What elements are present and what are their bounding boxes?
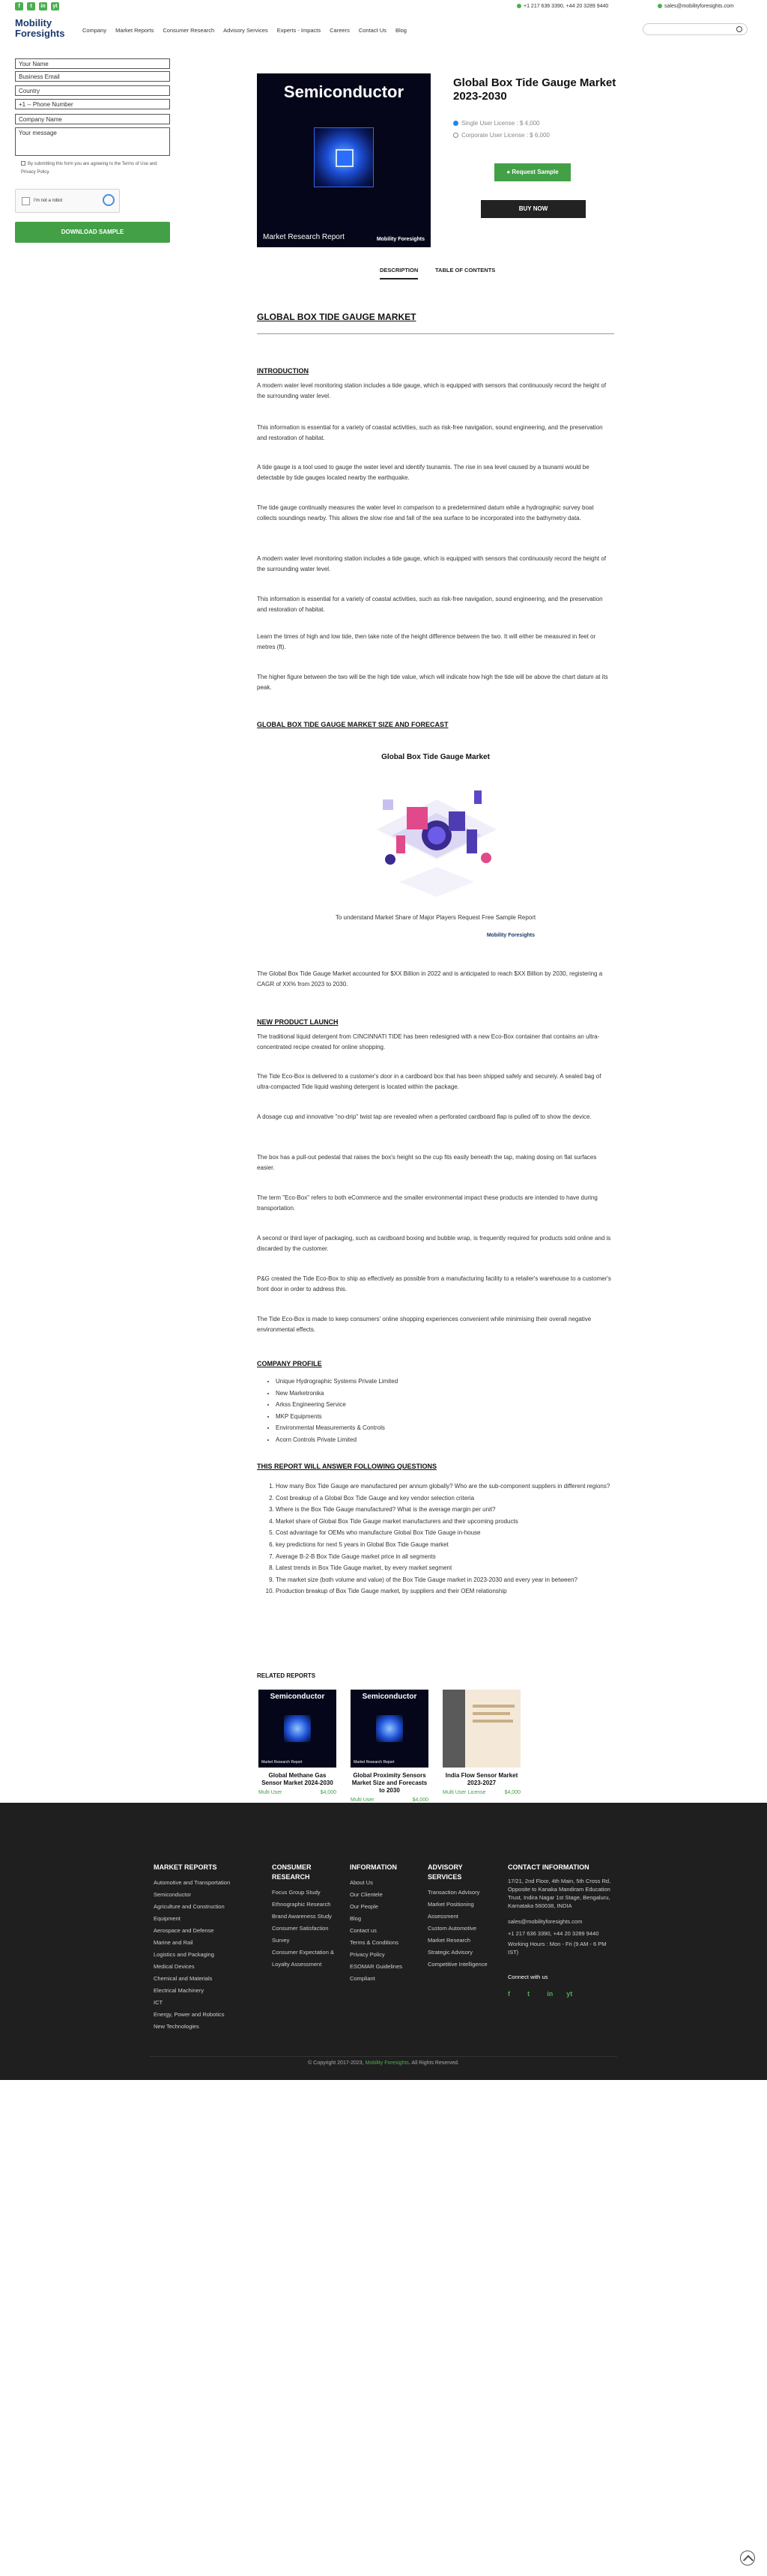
- footer-social: [508, 1988, 613, 2001]
- nav-contact-us[interactable]: Contact Us: [358, 27, 386, 34]
- list-item: • New Marketronika: [276, 1388, 614, 1400]
- footer-link[interactable]: ICT: [154, 1999, 163, 2006]
- list-item: 5. Cost advantage for OEMs who manufacture Global Box Tide Gauge in-house: [276, 1527, 614, 1539]
- nav-experts-impacts[interactable]: Experts - Impacts: [276, 27, 321, 34]
- nav-market-reports[interactable]: Market Reports: [115, 27, 154, 34]
- footer-link[interactable]: Aerospace and Defense: [154, 1927, 214, 1934]
- intro-paragraph: The tide gauge continually measures the water level in comparison to a predetermined datum while a hydrographic survey boat collects soundings nearby. This allows the slow rise and fall of the sea surface to be incorporated into the bathymetry data.: [257, 504, 594, 521]
- market-graphic[interactable]: Global Box Tide Gauge Market To understand Market Share of Major Players Request Free Sample Report Mobility Foresights: [335, 753, 536, 938]
- related-card[interactable]: Semiconductor Market Research Report Global Proximity Sensors Market Size and Forecasts to 2030 Multi User $4,000: [351, 1690, 428, 1803]
- intro-heading: INTRODUCTION: [257, 367, 309, 375]
- recaptcha-icon: [103, 194, 115, 206]
- scroll-to-top-icon[interactable]: [740, 2551, 755, 2566]
- email-field[interactable]: Business Email: [15, 71, 170, 82]
- list-item: 7. Average B-2-B Box Tide Gauge market price in all segments: [276, 1551, 614, 1563]
- radio-icon[interactable]: [453, 121, 458, 126]
- download-sample-button[interactable]: DOWNLOAD SAMPLE: [15, 222, 170, 243]
- footer-link[interactable]: Brand Awareness Study: [272, 1913, 332, 1920]
- related-image[interactable]: Semiconductor Market Research Report: [258, 1690, 336, 1768]
- twitter-icon[interactable]: t: [27, 2, 35, 10]
- topbar-phone[interactable]: +1 217 636 3390, +44 20 3289 9440: [517, 4, 608, 9]
- nav-advisory-services[interactable]: Advisory Services: [223, 27, 268, 34]
- questions-heading: THIS REPORT WILL ANSWER FOLLOWING QUESTIONS: [257, 1463, 437, 1470]
- footer-link[interactable]: Transaction Advisory: [428, 1889, 480, 1896]
- list-item: 6. key predictions for next 5 years in Global Box Tide Gauge market: [276, 1539, 614, 1551]
- phone-icon: [517, 4, 521, 8]
- footer-link[interactable]: Medical Devices: [154, 1963, 195, 1970]
- mail-icon: [658, 4, 662, 8]
- footer-divider: [150, 2056, 617, 2057]
- footer-link[interactable]: Privacy Policy: [350, 1951, 385, 1958]
- list-item: • Unique Hydrographic Systems Private Limited: [276, 1376, 614, 1388]
- footer-email[interactable]: sales@mobilityforesights.com: [508, 1918, 583, 1925]
- list-item: 1. How many Box Tide Gauge are manufactured per annum globally? Who are the sub-component suppliers in different regions?: [276, 1481, 614, 1493]
- page-heading: GLOBAL BOX TIDE GAUGE MARKET: [257, 312, 416, 322]
- list-item: • Environmental Measurements & Controls: [276, 1422, 614, 1434]
- footer-market-reports: MARKET REPORTS Automotive and Transportation Semiconductor Agriculture and Construction Equipment Aerospace and Defense Marine and Rail Logistics and Packaging Medical Devices Chemical and Materials Electrical Machinery ICT Energy, Power and Robotics New Technologies: [154, 1863, 251, 2033]
- related-card[interactable]: Semiconductor Market Research Report Global Methane Gas Sensor Market 2024-2030 Multi User $4,000: [258, 1690, 336, 1795]
- list-item: 9. The market size (both volume and value) of the Box Tide Gauge market in 2023-2030 and every year in between?: [276, 1574, 614, 1586]
- launch-paragraph: The Tide Eco-Box is made to keep consumers' online shopping experiences convenient while minimising their overall negative environmental effects.: [257, 1316, 592, 1333]
- name-field[interactable]: Your Name: [15, 58, 170, 69]
- related-heading: RELATED REPORTS: [257, 1672, 316, 1679]
- site-footer: [0, 1803, 767, 2080]
- captcha-checkbox[interactable]: [22, 197, 30, 205]
- intro-paragraph: Learn the times of high and low tide, then take note of the height difference between the two. It will either be measured in feet or metres (ft).: [257, 633, 596, 650]
- footer-phone[interactable]: +1 217 636 3390, +44 20 3289 9440: [508, 1930, 599, 1937]
- footer-contact: CONTACT INFORMATION 17/21, 2nd Floor, 4th Main, 5th Cross Rd, Opposite to Kanaka Mandiram Education Trust, Indira Nagar 1st Stage, Bengaluru, Karnataka 560038, INDIA sales@mobilityforesights.com +1 217 636 3390, +44 20 3289 9440 Working Hours : Mon - Fri (9 AM - 6 PM IST) Connect with us f t in yt: [508, 1863, 613, 2001]
- footer-link[interactable]: Custom Automotive Market Research: [428, 1925, 477, 1944]
- intro-paragraph: The higher figure between the two will be the high tide value, which will indicate how high the tide will be above the chart datum at its peak.: [257, 674, 608, 691]
- tab-table-of-contents[interactable]: TABLE OF CONTENTS: [435, 267, 496, 273]
- footer-link[interactable]: Chemical and Materials: [154, 1975, 213, 1982]
- country-field[interactable]: Country: [15, 85, 170, 96]
- size-paragraph: The Global Box Tide Gauge Market accounted for $XX Billion in 2022 and is anticipated to reach $XX Billion by 2030, registering a CAGR of XX% from 2023 to 2030.: [257, 970, 603, 988]
- topbar-email[interactable]: sales@mobilityforesights.com: [658, 4, 734, 9]
- footer-link[interactable]: Consumer Satisfaction Survey: [272, 1925, 329, 1944]
- recaptcha[interactable]: I'm not a robot: [15, 189, 120, 213]
- consent-checkbox[interactable]: By submitting this form you are agreeing to the Terms of Use and Privacy Policy.: [21, 162, 157, 175]
- size-forecast-heading: GLOBAL BOX TIDE GAUGE MARKET SIZE AND FORECAST: [257, 721, 449, 728]
- footer-link[interactable]: About Us: [350, 1879, 373, 1886]
- list-item: 2. Cost breakup of a Global Box Tide Gauge and key vendor selection criteria: [276, 1493, 614, 1505]
- buy-now-button[interactable]: BUY NOW: [481, 200, 586, 218]
- market-illustration: [362, 777, 512, 904]
- company-list: [270, 1376, 614, 1446]
- footer-information: INFORMATION About Us Our Clientele Our People Blog Contact us Terms & Conditions Privacy Policy ESOMAR Guidelines Compliant: [350, 1863, 417, 1985]
- footer-link[interactable]: Agriculture and Construction Equipment: [154, 1903, 225, 1922]
- list-item: 10. Production breakup of Box Tide Gauge market, by suppliers and their OEM relationship: [276, 1585, 614, 1597]
- main-nav: [82, 27, 407, 34]
- phone-field[interactable]: +1 -- Phone Number: [15, 99, 170, 109]
- footer-link[interactable]: Marine and Rail: [154, 1939, 193, 1946]
- footer-link[interactable]: Electrical Machinery: [154, 1987, 204, 1994]
- facebook-icon[interactable]: f: [15, 2, 23, 10]
- related-card[interactable]: India Flow Sensor Market 2023-2027 Multi User License $4,000: [443, 1690, 521, 1795]
- intro-paragraph: A modern water level monitoring station includes a tide gauge, which is equipped with sensors that continuously record the height of the surrounding water level.: [257, 382, 607, 399]
- launch-paragraph: The box has a pull-out pedestal that raises the box's height so the cup fits easily beneath the tap, making dosing on flat surfaces easier.: [257, 1154, 597, 1171]
- linkedin-icon[interactable]: in: [547, 1990, 554, 1998]
- nav-careers[interactable]: Careers: [330, 27, 350, 34]
- list-item: • Acorn Controls Private Limited: [276, 1434, 614, 1446]
- product-image: Semiconductor Market Research Report Mobility Foresights: [257, 73, 431, 247]
- list-item: • Arkss Engineering Service: [276, 1399, 614, 1411]
- footer-consumer-research: CONSUMER RESEARCH Focus Group Study Ethnographic Research Brand Awareness Study Consumer Satisfaction Survey Consumer Expectation & Loyalty Assessment: [272, 1863, 339, 1971]
- product-title: Global Box Tide Gauge Market 2023-2030: [453, 76, 616, 103]
- launch-paragraph: The Tide Eco-Box is delivered to a customer's door in a cardboard box that has been shipped safely and securely. A sealed bag of ultra-compacted Tide liquid washing detergent is located within the package.: [257, 1073, 601, 1090]
- youtube-icon[interactable]: yt: [566, 1990, 573, 1998]
- launch-paragraph: A second or third layer of packaging, such as cardboard boxing and bubble wrap, is frequently required for products sold online and is discarded by the customer.: [257, 1235, 611, 1252]
- license-single[interactable]: Single User License : $ 4,000: [453, 120, 540, 127]
- message-field[interactable]: Your message: [15, 127, 170, 156]
- radio-icon[interactable]: [453, 133, 458, 138]
- checkbox-icon[interactable]: [21, 161, 25, 166]
- divider: [257, 333, 614, 334]
- twitter-icon[interactable]: t: [527, 1990, 530, 1998]
- footer-link[interactable]: ESOMAR Guidelines Compliant: [350, 1963, 403, 1982]
- top-bar: [0, 0, 767, 13]
- tab-description[interactable]: DESCRIPTION: [380, 267, 418, 279]
- chip-graphic: [314, 127, 374, 187]
- nav-consumer-research[interactable]: Consumer Research: [163, 27, 215, 34]
- facebook-icon[interactable]: f: [508, 1990, 510, 1998]
- footer-link[interactable]: Contact us: [350, 1927, 377, 1934]
- launch-paragraph: P&G created the Tide Eco-Box to ship as effectively as possible from a manufacturing facility to a retailer's warehouse to a customer's front door in order to address this.: [257, 1275, 611, 1292]
- related-image[interactable]: [443, 1690, 521, 1768]
- footer-link[interactable]: Market Positioning Assessment: [428, 1901, 474, 1920]
- footer-advisory: ADVISORY SERVICES Transaction Advisory Market Positioning Assessment Custom Automotive Market Research Strategic Advisory Competitive Intelligence: [428, 1863, 495, 1971]
- license-corporate[interactable]: Corporate User License : $ 6,000: [453, 132, 550, 139]
- related-image[interactable]: Semiconductor Market Research Report: [351, 1690, 428, 1768]
- footer-link[interactable]: Blog: [350, 1915, 362, 1922]
- footer-link[interactable]: Automotive and Transportation: [154, 1879, 231, 1886]
- footer-link[interactable]: Strategic Advisory: [428, 1949, 473, 1956]
- footer-link[interactable]: Logistics and Packaging: [154, 1951, 214, 1958]
- list-item: • MKP Equipments: [276, 1411, 614, 1423]
- launch-paragraph: The traditional liquid detergent from CINCINNATI TIDE has been redesigned with a new Eco-Box container that contains an ultra-concentrated recipe created for online shopping.: [257, 1033, 600, 1050]
- search-icon[interactable]: [736, 26, 742, 32]
- list-item: 3. Where is the Box Tide Gauge manufactured? What is the average margin per unit?: [276, 1504, 614, 1516]
- product-launch-heading: NEW PRODUCT LAUNCH: [257, 1018, 339, 1026]
- launch-paragraph: The term "Eco-Box" refers to both eCommerce and the smaller environmental impact these products are intended to have during transportation.: [257, 1194, 598, 1212]
- nav-company[interactable]: Company: [82, 27, 107, 34]
- list-item: 4. Market share of Global Box Tide Gauge market manufacturers and their upcoming products: [276, 1516, 614, 1528]
- site-logo[interactable]: Mobility Foresights: [15, 17, 65, 39]
- questions-list: [270, 1481, 614, 1597]
- intro-paragraph: This information is essential for a variety of coastal activities, such as risk-free navigation, sound engineering, and the preservation and restoration of habitat.: [257, 596, 603, 613]
- footer-link[interactable]: New Technologies: [154, 2023, 199, 2030]
- search-input[interactable]: [643, 23, 748, 35]
- intro-paragraph: This information is essential for a variety of coastal activities, such as risk-free navigation, sound engineering, and the preservation and restoration of habitat.: [257, 424, 603, 441]
- launch-paragraph: A dosage cup and innovative "no-drip" twist tap are revealed when a perforated cardboard flap is pulled off to show the device.: [257, 1113, 592, 1120]
- nav-blog[interactable]: Blog: [395, 27, 407, 34]
- footer-link[interactable]: Energy, Power and Robotics: [154, 2011, 225, 2018]
- youtube-icon[interactable]: yt: [51, 2, 59, 10]
- footer-link[interactable]: Terms & Conditions: [350, 1939, 399, 1946]
- linkedin-icon[interactable]: in: [39, 2, 47, 10]
- footer-link[interactable]: Consumer Expectation & Loyalty Assessment: [272, 1949, 334, 1968]
- intro-paragraph: A modern water level monitoring station includes a tide gauge, which is equipped with sensors that continuously record the height of the surrounding water level.: [257, 555, 607, 572]
- footer-link[interactable]: Ethnographic Research: [272, 1901, 331, 1908]
- request-sample-button[interactable]: ● Request Sample: [494, 163, 571, 181]
- footer-link[interactable]: Semiconductor: [154, 1891, 192, 1898]
- footer-link[interactable]: Our People: [350, 1903, 378, 1910]
- copyright: © Copyright 2017-2023, Mobility Foresights. All Rights Reserved.: [308, 2061, 459, 2066]
- footer-link[interactable]: Focus Group Study: [272, 1889, 321, 1896]
- list-item: 8. Latest trends in Box Tide Gauge market, by every market segment: [276, 1562, 614, 1574]
- company-field[interactable]: Company Name: [15, 114, 170, 124]
- footer-link[interactable]: Our Clientele: [350, 1891, 383, 1898]
- footer-link[interactable]: Competitive Intelligence: [428, 1961, 488, 1968]
- company-profile-heading: COMPANY PROFILE: [257, 1360, 322, 1367]
- intro-paragraph: A tide gauge is a tool used to gauge the water level and identify tsunamis. The rise in sea level caused by a tsunami would be detectable by tide gauges located nearby the earthquake.: [257, 464, 589, 481]
